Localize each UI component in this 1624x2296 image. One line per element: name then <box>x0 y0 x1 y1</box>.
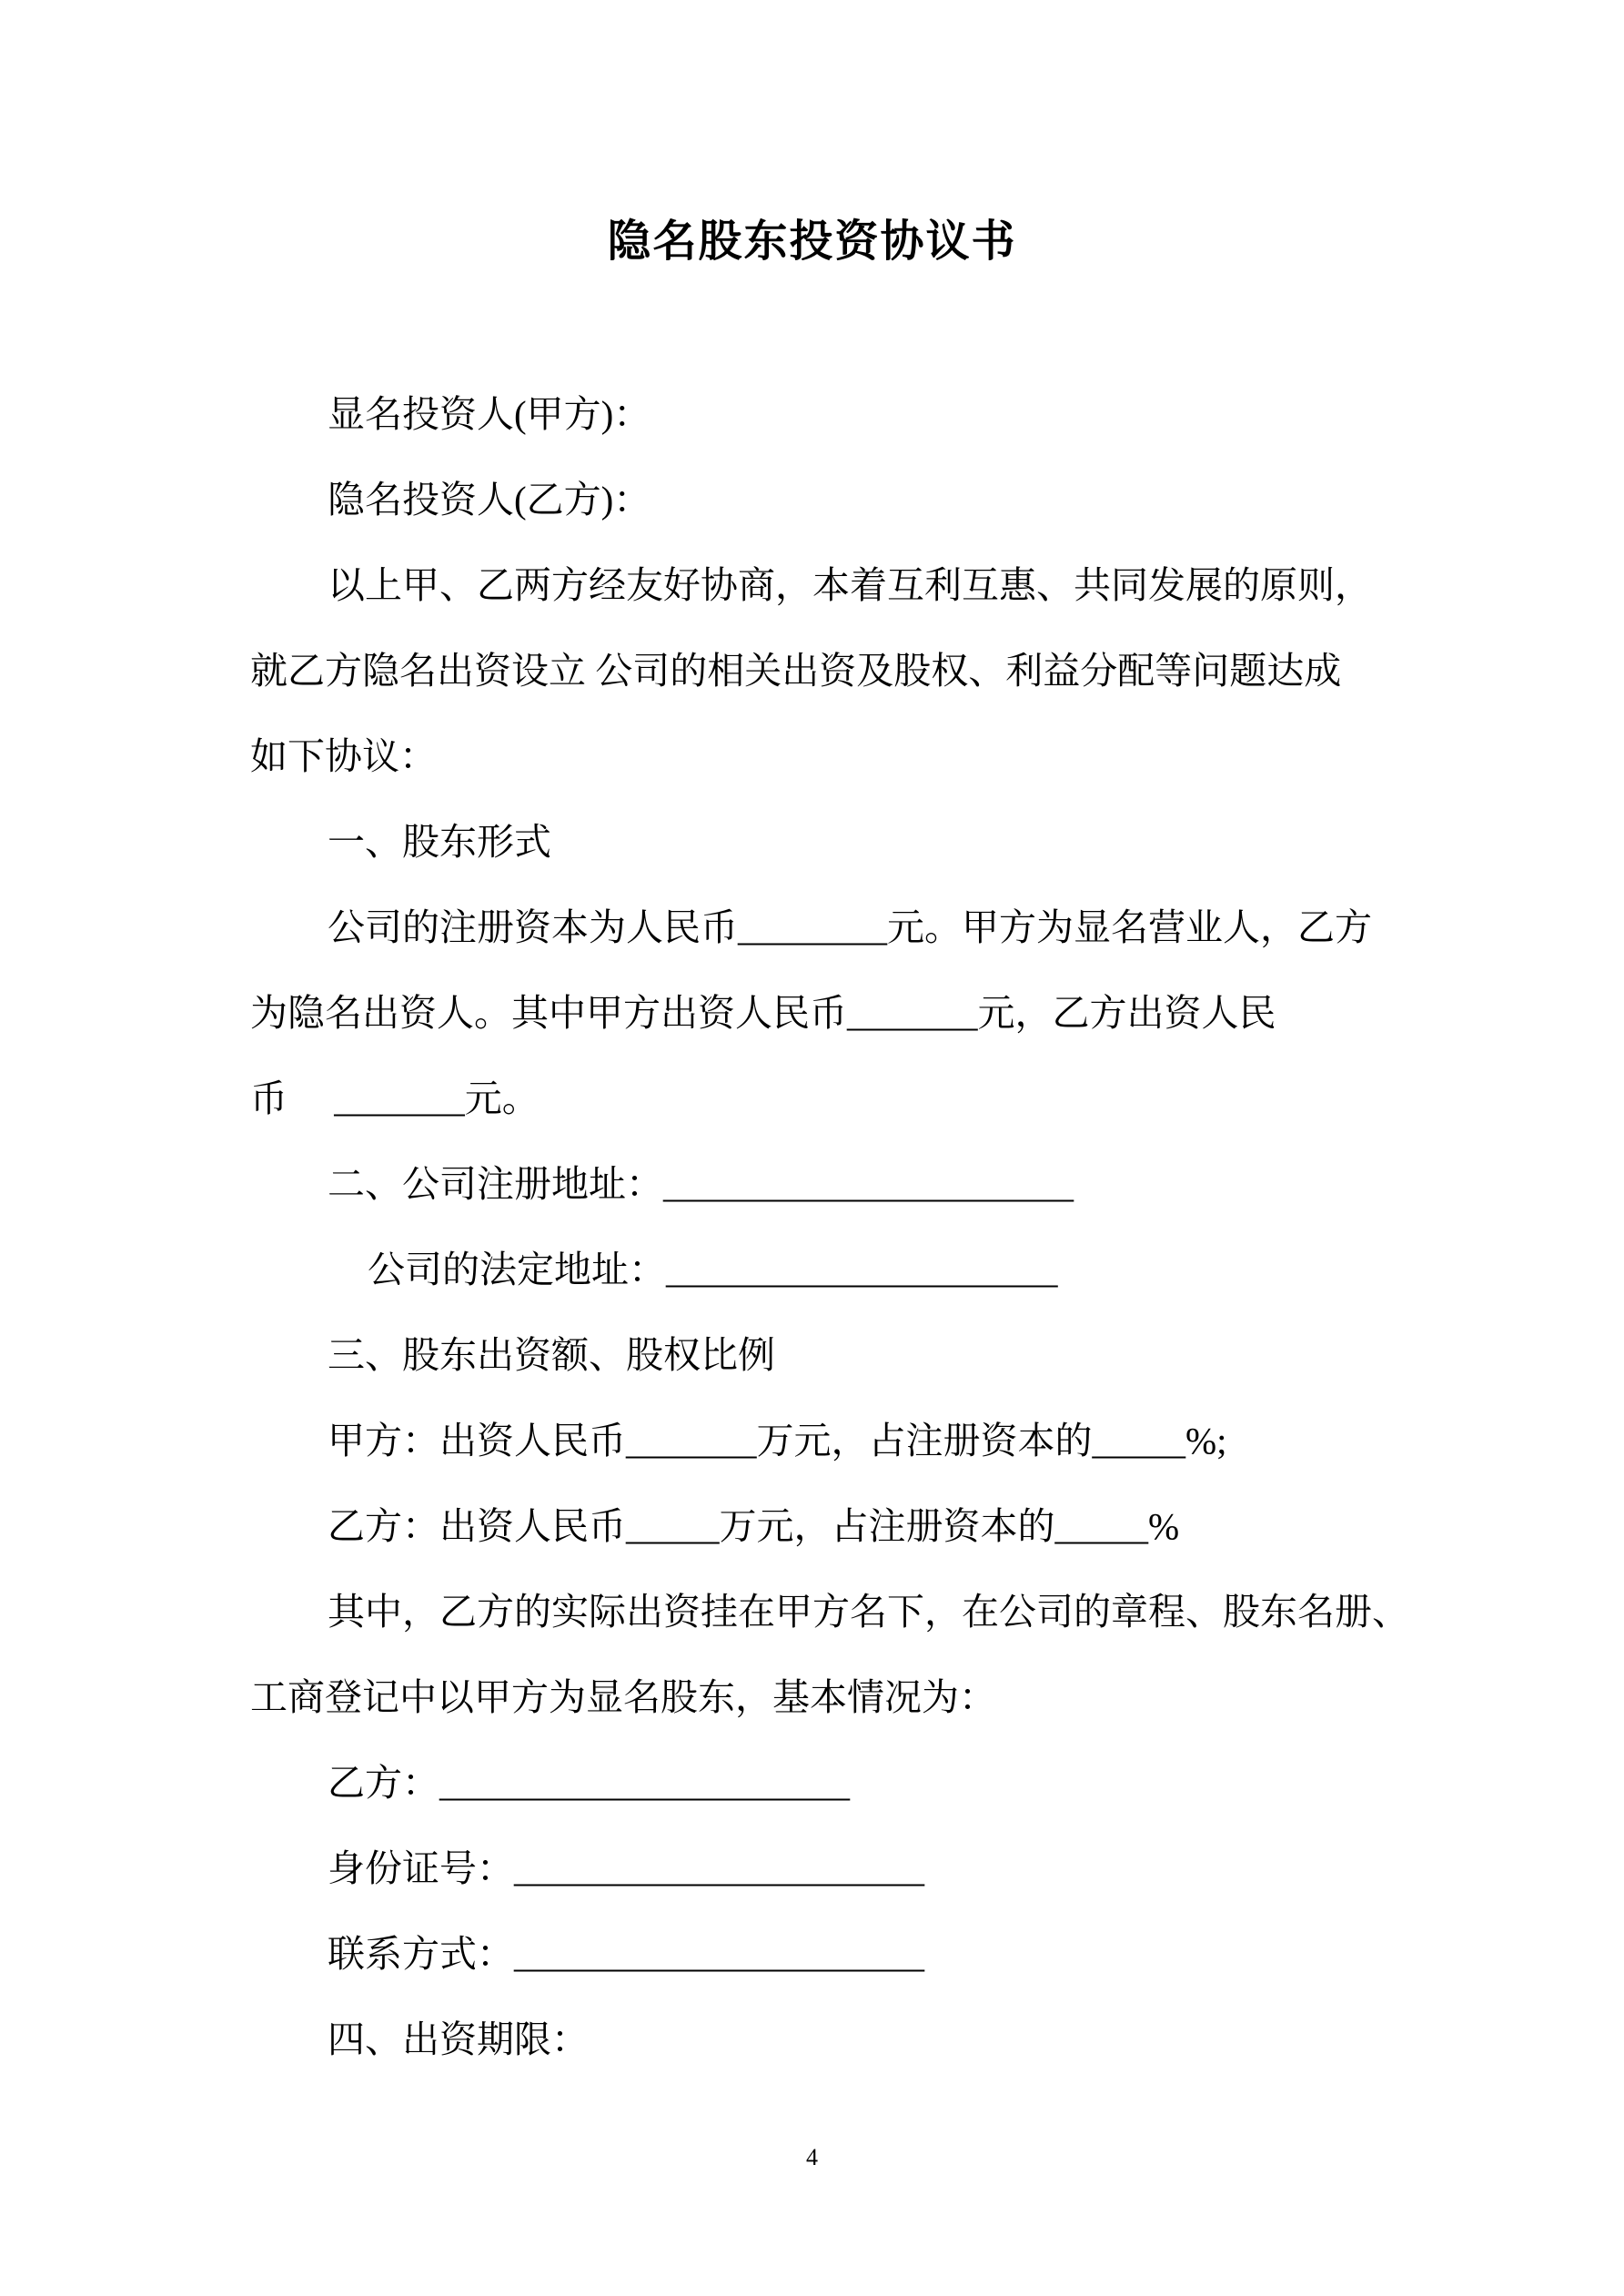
section-3-party-b: 乙方：出资人民币_____万元，占注册资本的_____% <box>328 1505 1180 1547</box>
preamble-line-1: 以上甲、乙两方经友好协商，本着互利互惠、共同发展的原则， <box>328 564 1372 606</box>
party-b-name-field: 乙方：______________________ <box>328 1762 850 1804</box>
section-3-heading: 三、股东出资额、股权比例 <box>328 1334 775 1376</box>
section-2-legal-address: 公司的法定地址：_____________________ <box>368 1249 1058 1290</box>
section-3-note-line-2: 工商登记中以甲方为显名股东，基本情况为： <box>250 1676 996 1718</box>
party-a-line: 显名投资人(甲方)： <box>328 393 651 435</box>
section-1-line-2: 为隐名出资人。其中甲方出资人民币_______元，乙方出资人民 <box>250 992 1276 1034</box>
id-number-field: 身份证号：______________________ <box>328 1847 924 1889</box>
section-1-heading: 一、股东形式 <box>328 821 551 863</box>
page-number: 4 <box>806 2144 818 2170</box>
contact-field: 联系方式：______________________ <box>328 1933 924 1975</box>
section-4-heading: 四、出资期限： <box>328 2018 589 2060</box>
section-3-note-line-1: 其中，乙方的实际出资挂在甲方名下，在公司的章程、股东名册、 <box>328 1591 1409 1633</box>
preamble-line-3: 如下协议： <box>250 735 437 777</box>
section-1-line-3: 币 _______元。 <box>250 1077 540 1119</box>
document-title: 隐名股东投资协议书 <box>607 217 1017 266</box>
party-b-line: 隐名投资人(乙方)： <box>328 479 651 521</box>
section-2-registered-address: 二、公司注册地址：______________________ <box>328 1163 1074 1205</box>
section-1-line-1: 公司的注册资本为人民币________元。甲方为显名营业人，乙方 <box>328 906 1372 948</box>
preamble-line-2: 就乙方隐名出资设立 公司的相关出资及股权、利益分配等问题达成 <box>250 650 1342 692</box>
section-3-party-a: 甲方：出资人民币_______万元，占注册资本的_____%; <box>328 1420 1227 1462</box>
